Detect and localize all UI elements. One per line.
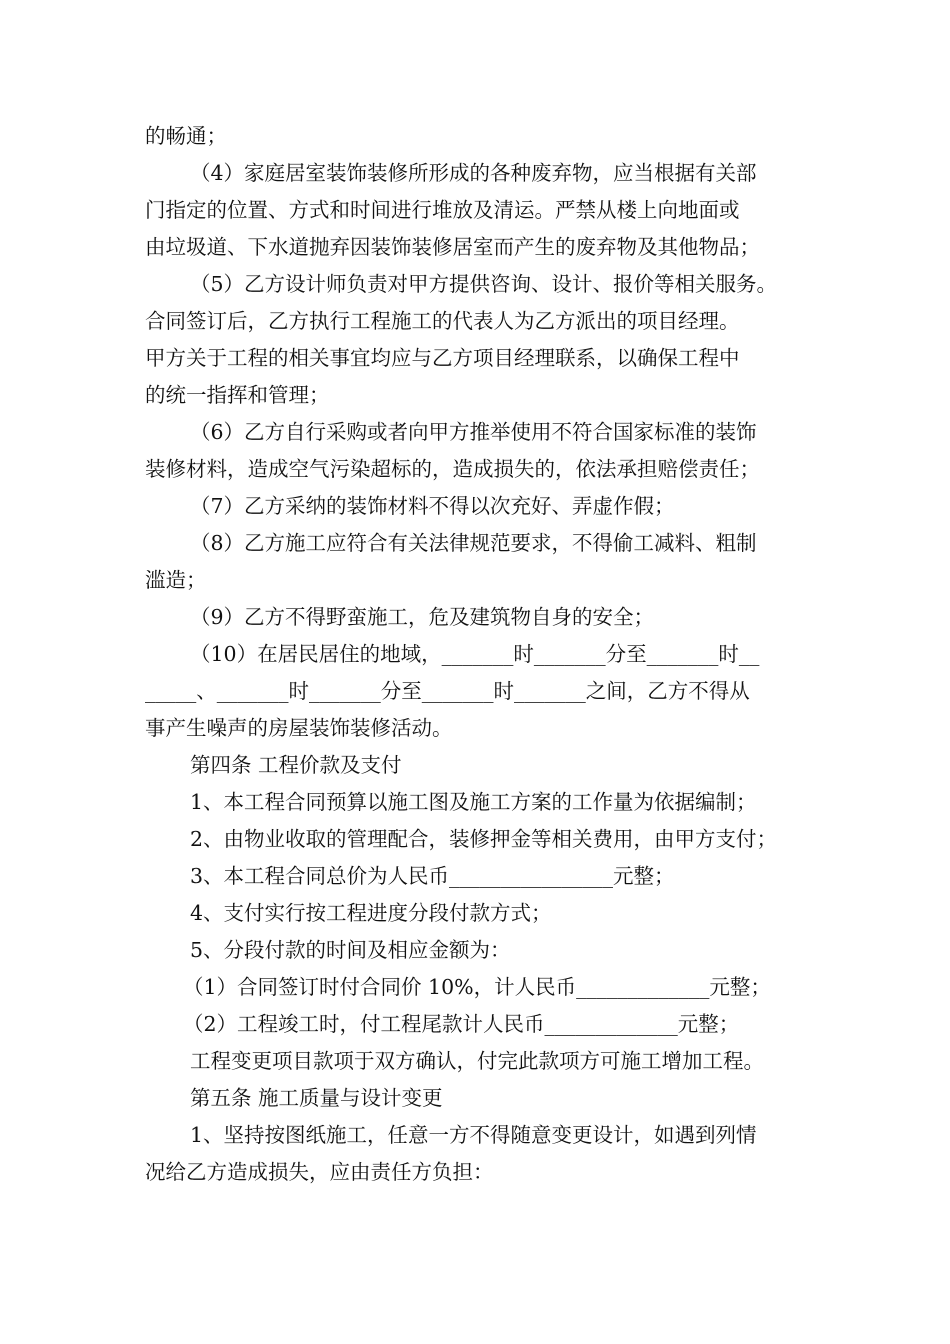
text-line: 合同签订后，乙方执行工程施工的代表人为乙方派出的项目经理。 (145, 309, 740, 333)
text-line: （8）乙方施工应符合有关法律规范要求，不得偷工减料、粗制 (190, 531, 757, 555)
text-line: 装修材料，造成空气污染超标的，造成损失的，依法承担赔偿责任； (145, 457, 760, 481)
text-line: _____、_______时_______分至_______时_______之间，乙方不得从 (145, 679, 750, 703)
text-line: （7）乙方采纳的装饰材料不得以次充好、弄虚作假； (190, 494, 675, 518)
text-line: 况给乙方造成损失，应由责任方负担： (145, 1160, 494, 1184)
text-line: （2）工程竣工时，付工程尾款计人民币_____________元整； (183, 1012, 740, 1036)
text-line: 1、本工程合同预算以施工图及施工方案的工作量为依据编制； (190, 790, 757, 814)
text-line: 工程变更项目款项于双方确认，付完此款项方可施工增加工程。 (190, 1049, 764, 1073)
text-line: （6）乙方自行采购或者向甲方推举使用不符合国家标准的装饰 (190, 420, 757, 444)
text-line: 事产生噪声的房屋装饰装修活动。 (145, 716, 453, 740)
text-line: 由垃圾道、下水道抛弃因装饰装修居室而产生的废弃物及其他物品； (145, 235, 760, 259)
text-line: 门指定的位置、方式和时间进行堆放及清运。严禁从楼上向地面或 (145, 198, 740, 222)
text-line: 4、支付实行按工程进度分段付款方式； (190, 901, 552, 925)
text-line: （4）家庭居室装饰装修所形成的各种废弃物，应当根据有关部 (190, 161, 757, 185)
text-line: （10）在居民居住的地域，_______时_______分至_______时__ (190, 642, 760, 666)
text-line: 5、分段付款的时间及相应金额为： (190, 938, 511, 962)
text-line: 的统一指挥和管理； (145, 383, 330, 407)
text-line: 甲方关于工程的相关事宜均应与乙方项目经理联系，以确保工程中 (145, 346, 740, 370)
text-line: 1、坚持按图纸施工，任意一方不得随意变更设计，如遇到列情 (190, 1123, 757, 1147)
text-line: （5）乙方设计师负责对甲方提供咨询、设计、报价等相关服务。 (190, 272, 778, 296)
section-heading: 第五条 施工质量与设计变更 (190, 1086, 443, 1110)
text-line: 滥造； (145, 568, 207, 592)
text-line: （1）合同签订时付合同价 10%，计人民币_____________元整； (183, 975, 771, 999)
text-line: 3、本工程合同总价为人民币________________元整； (190, 864, 675, 888)
text-line: （9）乙方不得野蛮施工，危及建筑物自身的安全； (190, 605, 655, 629)
text-line: 的畅通； (145, 124, 227, 148)
section-heading: 第四条 工程价款及支付 (190, 753, 402, 777)
text-line: 2、由物业收取的管理配合，装修押金等相关费用，由甲方支付； (190, 827, 778, 851)
